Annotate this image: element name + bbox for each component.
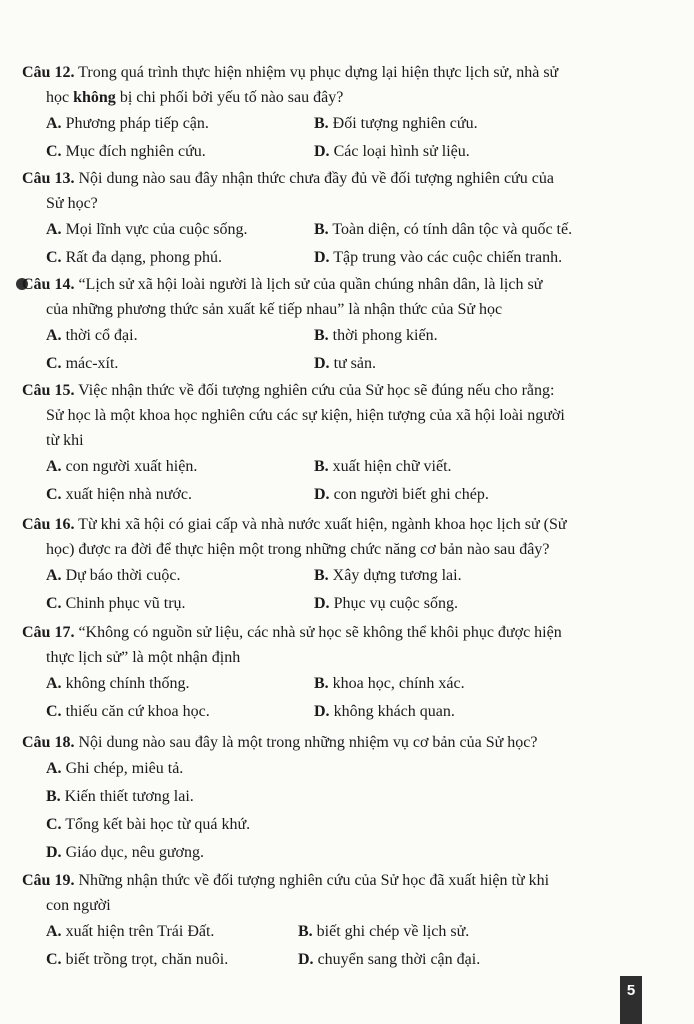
question-text: Nội dung nào sau đây nhận thức chưa đầy đủ về đối tượng nghiên cứu của bbox=[78, 170, 554, 187]
option-key: B. bbox=[314, 458, 329, 475]
question-label: Câu 13. bbox=[22, 170, 75, 187]
question-text-cont: con người bbox=[46, 897, 111, 914]
option-key: C. bbox=[46, 595, 62, 612]
option-key: D. bbox=[298, 951, 314, 968]
option-b[interactable] bbox=[298, 918, 469, 946]
option-key: B. bbox=[314, 567, 329, 584]
option-b[interactable] bbox=[314, 322, 438, 350]
option-key: B. bbox=[298, 923, 313, 940]
option-b[interactable] bbox=[46, 783, 194, 811]
question-label: Câu 12. bbox=[22, 64, 75, 81]
option-text: Đối tượng nghiên cứu. bbox=[332, 115, 478, 132]
option-key: D. bbox=[46, 844, 62, 861]
options bbox=[22, 322, 652, 378]
question-text-cont: Sử học? bbox=[46, 195, 98, 212]
option-text: Tổng kết bài học từ quá khứ. bbox=[65, 816, 251, 833]
option-d[interactable] bbox=[314, 590, 458, 618]
option-key: A. bbox=[46, 221, 62, 238]
option-key: A. bbox=[46, 567, 62, 584]
option-d[interactable] bbox=[314, 350, 376, 378]
option-key: A. bbox=[46, 458, 62, 475]
option-key: D. bbox=[314, 486, 330, 503]
option-b[interactable] bbox=[314, 453, 452, 481]
question-text-cont: từ khi bbox=[46, 432, 84, 449]
question-stem bbox=[22, 512, 652, 562]
question-16 bbox=[22, 512, 652, 618]
option-text: mác-xít. bbox=[65, 355, 119, 372]
option-text: thiếu căn cứ khoa học. bbox=[65, 703, 210, 720]
option-d[interactable] bbox=[314, 244, 562, 272]
option-key: C. bbox=[46, 703, 62, 720]
option-key: A. bbox=[46, 923, 62, 940]
option-d[interactable] bbox=[298, 946, 480, 974]
option-key: C. bbox=[46, 249, 62, 266]
question-text-cont: học) được ra đời để thực hiện một trong những chức năng cơ bản nào sau đây? bbox=[46, 541, 550, 558]
question-label: Câu 18. bbox=[22, 734, 75, 751]
options bbox=[22, 562, 652, 618]
question-text: Từ khi xã hội có giai cấp và nhà nước xuất hiện, ngành khoa học lịch sử (Sử bbox=[78, 516, 567, 533]
options bbox=[22, 453, 652, 509]
emphasis-word: không bbox=[73, 89, 116, 106]
option-c[interactable] bbox=[46, 811, 250, 839]
text-part: học bbox=[46, 89, 74, 106]
option-key: C. bbox=[46, 355, 62, 372]
option-text: Mọi lĩnh vực của cuộc sống. bbox=[65, 221, 248, 238]
option-c[interactable] bbox=[46, 350, 118, 378]
question-text: Những nhận thức về đối tượng nghiên cứu của Sử học đã xuất hiện từ khi bbox=[78, 872, 550, 889]
question-text: Nội dung nào sau đây là một trong những nhiệm vụ cơ bản của Sử học? bbox=[78, 734, 538, 751]
question-14 bbox=[22, 272, 652, 378]
option-text: Rất đa dạng, phong phú. bbox=[65, 249, 222, 266]
option-c[interactable] bbox=[46, 946, 228, 974]
question-label: Câu 14. bbox=[22, 276, 75, 293]
option-key: A. bbox=[46, 115, 62, 132]
option-key: C. bbox=[46, 143, 62, 160]
question-stem bbox=[22, 868, 652, 918]
option-c[interactable] bbox=[46, 138, 206, 166]
question-stem bbox=[22, 730, 652, 755]
option-text: biết trồng trọt, chăn nuôi. bbox=[65, 951, 229, 968]
question-text-cont bbox=[22, 85, 652, 110]
option-a[interactable] bbox=[46, 918, 214, 946]
option-key: B. bbox=[46, 788, 61, 805]
option-key: C. bbox=[46, 816, 62, 833]
option-text: Xây dựng tương lai. bbox=[332, 567, 462, 584]
option-text: biết ghi chép về lịch sử. bbox=[316, 923, 470, 940]
option-text: khoa học, chính xác. bbox=[332, 675, 465, 692]
option-c[interactable] bbox=[46, 244, 222, 272]
option-a[interactable] bbox=[46, 562, 180, 590]
option-text: xuất hiện trên Trái Đất. bbox=[65, 923, 215, 940]
option-key: D. bbox=[314, 143, 330, 160]
question-stem bbox=[22, 620, 652, 670]
option-text: Các loại hình sử liệu. bbox=[333, 143, 470, 160]
question-label: Câu 16. bbox=[22, 516, 75, 533]
option-a[interactable] bbox=[46, 322, 138, 350]
option-key: D. bbox=[314, 595, 330, 612]
question-19 bbox=[22, 868, 652, 974]
option-a[interactable] bbox=[46, 453, 197, 481]
option-text: Phục vụ cuộc sống. bbox=[333, 595, 458, 612]
question-text: Trong quá trình thực hiện nhiệm vụ phục dựng lại hiện thực lịch sử, nhà sử bbox=[78, 64, 559, 81]
question-text: “Lịch sử xã hội loài người là lịch sử của quần chúng nhân dân, là lịch sử bbox=[78, 276, 543, 293]
option-text: không chính thống. bbox=[65, 675, 190, 692]
question-text: Việc nhận thức về đối tượng nghiên cứu của Sử học sẽ đúng nếu cho rằng: bbox=[78, 382, 555, 399]
question-label: Câu 15. bbox=[22, 382, 75, 399]
text-part: bị chi phối bởi yếu tố nào sau đây? bbox=[115, 89, 344, 106]
option-text: Mục đích nghiên cứu. bbox=[65, 143, 206, 160]
option-key: D. bbox=[314, 249, 330, 266]
question-12 bbox=[22, 60, 652, 166]
option-text: Giáo dục, nêu gương. bbox=[65, 844, 204, 861]
question-stem bbox=[22, 378, 652, 453]
option-text: Ghi chép, miêu tả. bbox=[65, 760, 184, 777]
option-b[interactable] bbox=[314, 216, 572, 244]
option-c[interactable] bbox=[46, 590, 186, 618]
question-label: Câu 17. bbox=[22, 624, 75, 641]
option-b[interactable] bbox=[314, 562, 462, 590]
options bbox=[22, 216, 652, 272]
question-text-cont: thực lịch sử” là một nhận định bbox=[46, 649, 241, 666]
page-number: 5 bbox=[620, 976, 642, 1024]
question-15 bbox=[22, 378, 652, 509]
question-label: Câu 19. bbox=[22, 872, 75, 889]
question-stem bbox=[22, 272, 652, 322]
question-text-cont: của những phương thức sản xuất kế tiếp nhau” là nhận thức của Sử học bbox=[46, 301, 503, 318]
option-text: Phương pháp tiếp cận. bbox=[65, 115, 209, 132]
question-17 bbox=[22, 620, 652, 726]
option-text: con người biết ghi chép. bbox=[333, 486, 489, 503]
question-text: “Không có nguồn sử liệu, các nhà sử học sẽ không thể khôi phục được hiện bbox=[78, 624, 562, 641]
option-text: không khách quan. bbox=[333, 703, 455, 720]
option-key: C. bbox=[46, 951, 62, 968]
option-b[interactable] bbox=[314, 110, 478, 138]
option-a[interactable] bbox=[46, 670, 190, 698]
option-key: B. bbox=[314, 221, 329, 238]
option-text: Chinh phục vũ trụ. bbox=[65, 595, 186, 612]
option-key: B. bbox=[314, 115, 329, 132]
option-key: B. bbox=[314, 327, 329, 344]
option-d[interactable] bbox=[314, 138, 470, 166]
option-a[interactable] bbox=[46, 110, 209, 138]
option-c[interactable] bbox=[46, 481, 192, 509]
option-text: Tập trung vào các cuộc chiến tranh. bbox=[333, 249, 563, 266]
option-text: xuất hiện nhà nước. bbox=[65, 486, 192, 503]
options bbox=[22, 755, 652, 867]
option-a[interactable] bbox=[46, 755, 183, 783]
option-key: D. bbox=[314, 703, 330, 720]
options bbox=[22, 110, 652, 166]
option-key: A. bbox=[46, 675, 62, 692]
options bbox=[22, 918, 652, 974]
option-key: A. bbox=[46, 327, 62, 344]
option-text: thời phong kiến. bbox=[332, 327, 438, 344]
option-a[interactable] bbox=[46, 216, 248, 244]
option-text: chuyển sang thời cận đại. bbox=[317, 951, 481, 968]
option-text: tư sản. bbox=[333, 355, 377, 372]
option-c[interactable] bbox=[46, 698, 210, 726]
option-text: Toàn diện, có tính dân tộc và quốc tế. bbox=[332, 221, 573, 238]
option-d[interactable] bbox=[46, 839, 204, 867]
question-stem bbox=[22, 166, 652, 216]
option-text: Kiến thiết tương lai. bbox=[64, 788, 194, 805]
option-text: Dự báo thời cuộc. bbox=[65, 567, 181, 584]
option-key: A. bbox=[46, 760, 62, 777]
option-text: xuất hiện chữ viết. bbox=[332, 458, 452, 475]
option-d[interactable] bbox=[314, 481, 489, 509]
option-d[interactable] bbox=[314, 698, 455, 726]
question-text-cont: Sử học là một khoa học nghiên cứu các sự kiện, hiện tượng của xã hội loài người bbox=[46, 407, 565, 424]
option-key: B. bbox=[314, 675, 329, 692]
options bbox=[22, 670, 652, 726]
question-18 bbox=[22, 730, 652, 867]
option-key: D. bbox=[314, 355, 330, 372]
option-text: thời cổ đại. bbox=[65, 327, 138, 344]
question-stem bbox=[22, 60, 652, 110]
option-b[interactable] bbox=[314, 670, 465, 698]
option-text: con người xuất hiện. bbox=[65, 458, 198, 475]
option-key: C. bbox=[46, 486, 62, 503]
question-13 bbox=[22, 166, 652, 272]
